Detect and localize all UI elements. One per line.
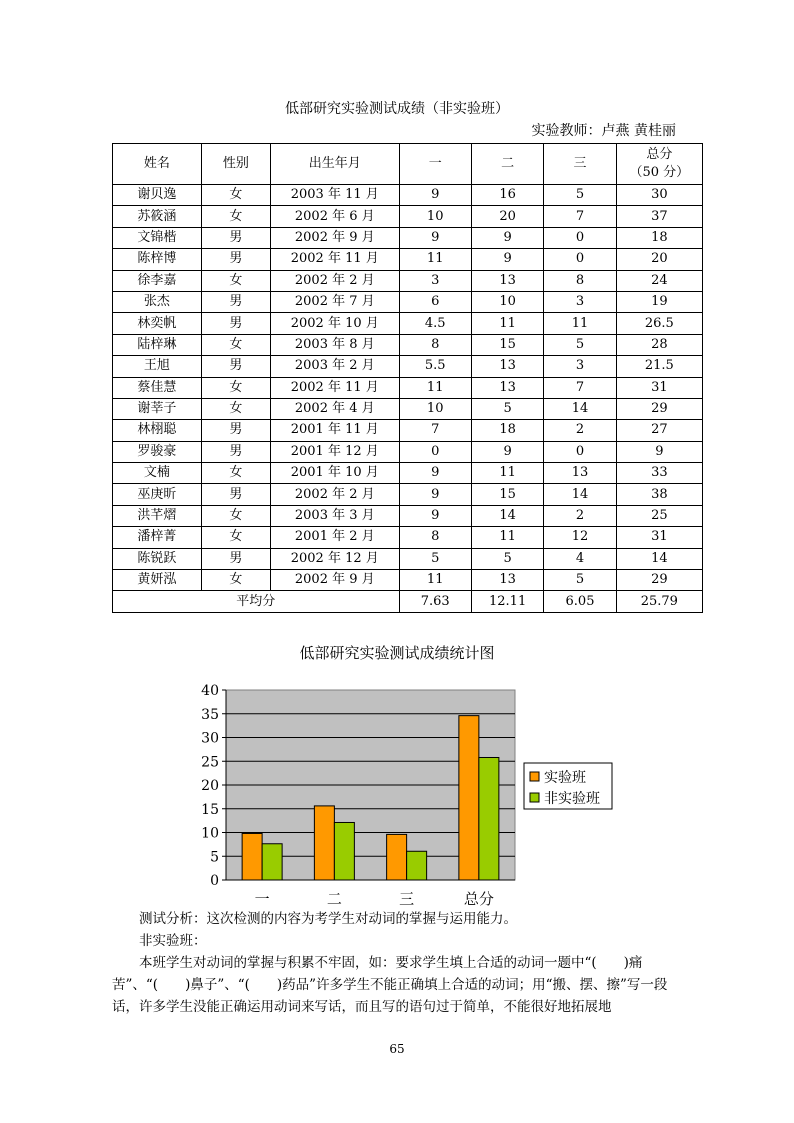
table-row [113, 484, 703, 505]
cell-name: 张杰 [113, 291, 202, 312]
cell-total: 18 [616, 227, 702, 248]
cell-part-1: 11 [399, 377, 471, 398]
cell-part-1: 4.5 [399, 313, 471, 334]
cell-birth: 2001 年 10 月 [270, 463, 399, 484]
cell-part-3: 7 [544, 377, 616, 398]
cell-birth: 2003 年 3 月 [270, 505, 399, 526]
cell-sex: 男 [201, 249, 270, 270]
table-row [113, 527, 703, 548]
cell-sex: 男 [201, 548, 270, 569]
cell-birth: 2001 年 12 月 [270, 441, 399, 462]
cell-total: 25 [616, 505, 702, 526]
header-part-1: 一 [399, 144, 471, 185]
cell-birth: 2002 年 11 月 [270, 377, 399, 398]
cell-part-2: 15 [471, 334, 543, 355]
cell-part-2: 9 [471, 441, 543, 462]
cell-part-1: 8 [399, 334, 471, 355]
cell-total: 28 [616, 334, 702, 355]
x-tick-label: 三 [399, 890, 415, 908]
table-row [113, 206, 703, 227]
cell-part-1: 8 [399, 527, 471, 548]
table-row [113, 505, 703, 526]
cell-part-2: 13 [471, 270, 543, 291]
cell-name: 蔡佳慧 [113, 377, 202, 398]
page-number: 65 [389, 1042, 405, 1056]
header-total [616, 144, 702, 185]
cell-part-2: 10 [471, 291, 543, 312]
cell-sex: 男 [201, 441, 270, 462]
y-tick-label: 30 [201, 730, 219, 747]
cell-name: 陆梓琳 [113, 334, 202, 355]
cell-part-1: 11 [399, 570, 471, 591]
table-row [113, 313, 703, 334]
cell-name: 洪芊熠 [113, 505, 202, 526]
cell-part-2: 11 [471, 313, 543, 334]
cell-part-1: 9 [399, 463, 471, 484]
cell-part-3: 14 [544, 484, 616, 505]
cell-birth: 2002 年 12 月 [270, 548, 399, 569]
cell-part-2: 16 [471, 185, 543, 206]
cell-part-1: 6 [399, 291, 471, 312]
cell-part-1: 7 [399, 420, 471, 441]
cell-total: 33 [616, 463, 702, 484]
y-tick-label: 10 [201, 825, 219, 842]
table-row [113, 420, 703, 441]
cell-birth: 2002 年 9 月 [270, 570, 399, 591]
cell-birth: 2002 年 7 月 [270, 291, 399, 312]
analysis-class-label: 非实验班： [139, 933, 207, 949]
cell-part-2: 18 [471, 420, 543, 441]
cell-sex: 女 [201, 334, 270, 355]
table-row [113, 291, 703, 312]
cell-name: 谢莘子 [113, 398, 202, 419]
cell-sex: 女 [201, 527, 270, 548]
cell-part-2: 9 [471, 227, 543, 248]
cell-part-3: 0 [544, 227, 616, 248]
cell-total: 26.5 [616, 313, 702, 334]
header-part-2: 二 [471, 144, 543, 185]
cell-sex: 女 [201, 570, 270, 591]
cell-sex: 男 [201, 313, 270, 334]
table-body [113, 185, 703, 591]
cell-part-1: 9 [399, 505, 471, 526]
bar [262, 844, 282, 880]
cell-total: 19 [616, 291, 702, 312]
average-part-3: 6.05 [544, 591, 616, 612]
cell-total: 30 [616, 185, 702, 206]
cell-part-3: 5 [544, 334, 616, 355]
table-row [113, 463, 703, 484]
cell-sex: 男 [201, 420, 270, 441]
legend-label: 非实验班 [544, 791, 600, 807]
table-row [113, 356, 703, 377]
cell-part-3: 14 [544, 398, 616, 419]
table-row [113, 398, 703, 419]
cell-part-1: 3 [399, 270, 471, 291]
cell-part-1: 10 [399, 206, 471, 227]
cell-sex: 男 [201, 227, 270, 248]
bar [242, 833, 262, 880]
legend-swatch [530, 793, 539, 802]
cell-part-3: 4 [544, 548, 616, 569]
analysis-section [112, 908, 672, 1018]
table-row [113, 270, 703, 291]
cell-total: 14 [616, 548, 702, 569]
header-total-label: 总分 [646, 147, 673, 162]
cell-name: 陈梓博 [113, 249, 202, 270]
cell-total: 38 [616, 484, 702, 505]
table-row [113, 185, 703, 206]
cell-part-1: 9 [399, 484, 471, 505]
cell-part-2: 15 [471, 484, 543, 505]
cell-birth: 2001 年 11 月 [270, 420, 399, 441]
cell-sex: 女 [201, 505, 270, 526]
cell-name: 潘梓菁 [113, 527, 202, 548]
y-tick-label: 5 [210, 849, 219, 866]
cell-birth: 2002 年 2 月 [270, 484, 399, 505]
cell-sex: 女 [201, 270, 270, 291]
cell-sex: 男 [201, 356, 270, 377]
cell-total: 20 [616, 249, 702, 270]
cell-part-1: 9 [399, 227, 471, 248]
cell-part-3: 0 [544, 441, 616, 462]
header-part-3: 三 [544, 144, 616, 185]
table-row [113, 441, 703, 462]
cell-total: 24 [616, 270, 702, 291]
average-row [113, 591, 703, 612]
cell-name: 文楠 [113, 463, 202, 484]
cell-part-1: 9 [399, 185, 471, 206]
cell-name: 罗骏豪 [113, 441, 202, 462]
chart-title: 低部研究实验测试成绩统计图 [299, 644, 495, 662]
cell-part-3: 5 [544, 570, 616, 591]
cell-birth: 2002 年 11 月 [270, 249, 399, 270]
cell-sex: 女 [201, 398, 270, 419]
cell-sex: 男 [201, 484, 270, 505]
cell-part-3: 3 [544, 356, 616, 377]
cell-part-2: 9 [471, 249, 543, 270]
x-tick-label: 一 [254, 890, 270, 908]
cell-birth: 2002 年 6 月 [270, 206, 399, 227]
y-tick-label: 20 [201, 778, 219, 794]
cell-part-2: 5 [471, 398, 543, 419]
x-tick-label: 总分 [463, 890, 494, 908]
header-sex: 性别 [201, 144, 270, 185]
cell-part-2: 14 [471, 505, 543, 526]
table-row [113, 377, 703, 398]
table-row [113, 570, 703, 591]
bar-chart [190, 678, 630, 908]
table-row [113, 548, 703, 569]
y-tick-label: 40 [201, 683, 219, 699]
table-row [113, 227, 703, 248]
cell-part-2: 11 [471, 527, 543, 548]
cell-birth: 2003 年 2 月 [270, 356, 399, 377]
scores-table [112, 143, 703, 613]
bar [314, 806, 334, 880]
average-part-2: 12.11 [471, 591, 543, 612]
y-tick-label: 0 [210, 873, 219, 889]
cell-part-3: 0 [544, 249, 616, 270]
bar [387, 834, 407, 880]
cell-birth: 2003 年 11 月 [270, 185, 399, 206]
cell-name: 苏筱涵 [113, 206, 202, 227]
cell-sex: 女 [201, 206, 270, 227]
cell-part-1: 5.5 [399, 356, 471, 377]
cell-name: 王旭 [113, 356, 202, 377]
cell-total: 31 [616, 527, 702, 548]
cell-total: 29 [616, 570, 702, 591]
cell-name: 林奕帆 [113, 313, 202, 334]
cell-part-2: 13 [471, 377, 543, 398]
cell-part-3: 13 [544, 463, 616, 484]
table-header-row [113, 144, 703, 185]
cell-sex: 女 [201, 185, 270, 206]
cell-part-2: 11 [471, 463, 543, 484]
bar [334, 822, 354, 880]
table-row [113, 249, 703, 270]
cell-part-3: 12 [544, 527, 616, 548]
cell-sex: 女 [201, 377, 270, 398]
document-title: 低部研究实验测试成绩（非实验班） [285, 101, 509, 117]
cell-name: 巫庚昕 [113, 484, 202, 505]
cell-name: 谢贝逸 [113, 185, 202, 206]
cell-part-3: 5 [544, 185, 616, 206]
cell-part-1: 0 [399, 441, 471, 462]
average-total: 25.79 [616, 591, 702, 612]
cell-name: 文锦楷 [113, 227, 202, 248]
bar [479, 757, 499, 880]
analysis-paragraph: 本班学生对动词的掌握与积累不牢固，如：要求学生填上合适的动词一题中“( )痛苦”、“( )鼻子”、“( )药品”许多学生不能正确填上合适的动词；用“搬、摆、擦”写一段话，许多学生没能正确运用动词来写话，而且写的语句过于简单，不能很好地拓展地 [112, 955, 668, 1015]
cell-part-3: 7 [544, 206, 616, 227]
cell-birth: 2002 年 2 月 [270, 270, 399, 291]
cell-name: 林栩聪 [113, 420, 202, 441]
y-tick-label: 15 [201, 801, 219, 818]
cell-total: 21.5 [616, 356, 702, 377]
y-tick-label: 35 [201, 706, 219, 723]
cell-total: 31 [616, 377, 702, 398]
average-label: 平均分 [113, 591, 400, 612]
cell-sex: 男 [201, 291, 270, 312]
cell-birth: 2002 年 4 月 [270, 398, 399, 419]
cell-part-3: 8 [544, 270, 616, 291]
cell-total: 9 [616, 441, 702, 462]
header-birth: 出生年月 [270, 144, 399, 185]
table-row [113, 334, 703, 355]
cell-birth: 2001 年 2 月 [270, 527, 399, 548]
cell-part-2: 5 [471, 548, 543, 569]
cell-part-3: 2 [544, 420, 616, 441]
average-part-1: 7.63 [399, 591, 471, 612]
cell-total: 37 [616, 206, 702, 227]
x-tick-label: 二 [326, 890, 342, 908]
cell-birth: 2002 年 9 月 [270, 227, 399, 248]
header-name: 姓名 [113, 144, 202, 185]
cell-name: 陈锐跃 [113, 548, 202, 569]
cell-total: 27 [616, 420, 702, 441]
y-tick-label: 25 [201, 754, 219, 771]
cell-part-1: 5 [399, 548, 471, 569]
bar [459, 716, 479, 880]
cell-part-3: 3 [544, 291, 616, 312]
cell-name: 徐李嘉 [113, 270, 202, 291]
cell-sex: 女 [201, 463, 270, 484]
cell-part-2: 13 [471, 570, 543, 591]
cell-birth: 2003 年 8 月 [270, 334, 399, 355]
cell-part-3: 2 [544, 505, 616, 526]
cell-part-2: 20 [471, 206, 543, 227]
cell-total: 29 [616, 398, 702, 419]
analysis-intro: 测试分析：这次检测的内容为考学生对动词的掌握与运用能力。 [139, 911, 517, 927]
header-total-max: （50 分） [629, 165, 690, 180]
bar [407, 851, 427, 880]
cell-birth: 2002 年 10 月 [270, 313, 399, 334]
cell-part-3: 11 [544, 313, 616, 334]
legend-label: 实验班 [544, 770, 586, 786]
legend-swatch [530, 772, 539, 781]
teacher-line: 实验教师：卢燕 黄桂丽 [531, 123, 676, 139]
cell-name: 黄妍泓 [113, 570, 202, 591]
cell-part-1: 10 [399, 398, 471, 419]
cell-part-2: 13 [471, 356, 543, 377]
cell-part-1: 11 [399, 249, 471, 270]
